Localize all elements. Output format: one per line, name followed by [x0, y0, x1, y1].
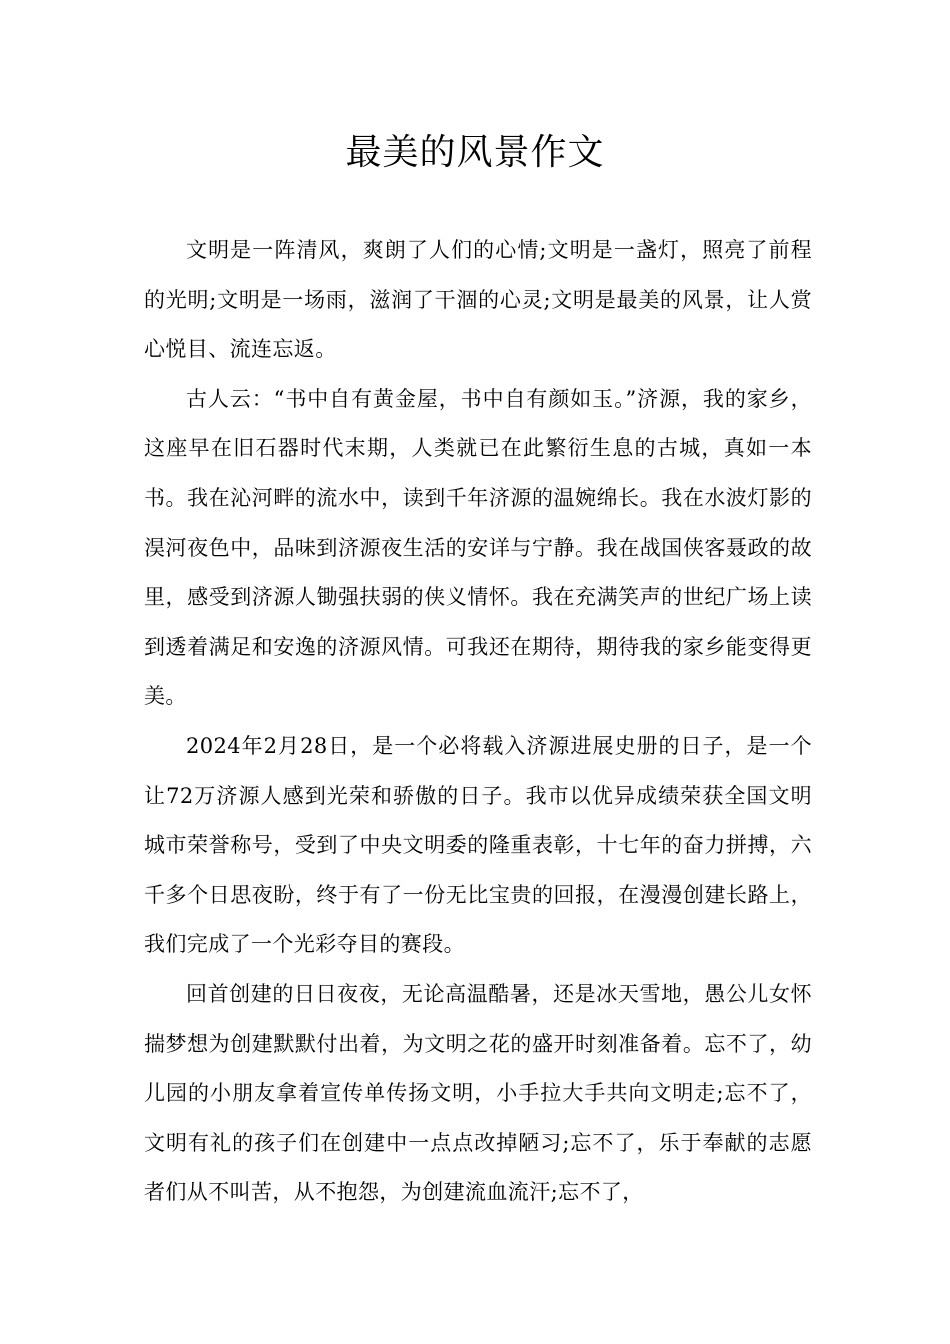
- article-body: [144, 226, 812, 1218]
- paragraph: 2024年2月28日，是一个必将载入济源进展史册的日子，是一个让72万济源人感到光荣和骄傲的日子。我市以优异成绩荣获全国文明城市荣誉称号，受到了中央文明委的隆重表彰，十七年的奋力拼搏，六千多个日思夜盼，终于有了一份无比宝贵的回报，在漫漫创建长路上，我们完成了一个光彩夺目的赛段。: [144, 733, 812, 957]
- paragraph: 古人云：“书中自有黄金屋，书中自有颜如玉。”济源，我的家乡，这座早在旧石器时代末期，人类就已在此繁衍生息的古城，真如一本书。我在沁河畔的流水中，读到千年济源的温婉绵长。我在水波灯影的淏河夜色中，品味到济源夜生活的安详与宁静。我在战国侠客聂政的故里，感受到济源人锄强扶弱的侠义情怀。我在充满笑声的世纪广场上读到透着满足和安逸的济源风情。可我还在期待，期待我的家乡能变得更美。: [144, 386, 812, 709]
- page-title: 最美的风景作文: [345, 132, 605, 173]
- paragraph: 文明是一阵清风，爽朗了人们的心情;文明是一盏灯，照亮了前程的光明;文明是一场雨，滋润了干涸的心灵;文明是最美的风景，让人赏心悦目、流连忘返。: [144, 238, 812, 362]
- paragraph: 回首创建的日日夜夜，无论高温酷暑，还是冰天雪地，愚公儿女怀揣梦想为创建默默付出着，为文明之花的盛开时刻准备着。忘不了，幼儿园的小朋友拿着宣传单传扬文明，小手拉大手共向文明走;忘不了，文明有礼的孩子们在创建中一点点改掉陋习;忘不了，乐于奉献的志愿者们从不叫苦，从不抱怨，为创建流血流汗;忘不了，: [144, 981, 812, 1205]
